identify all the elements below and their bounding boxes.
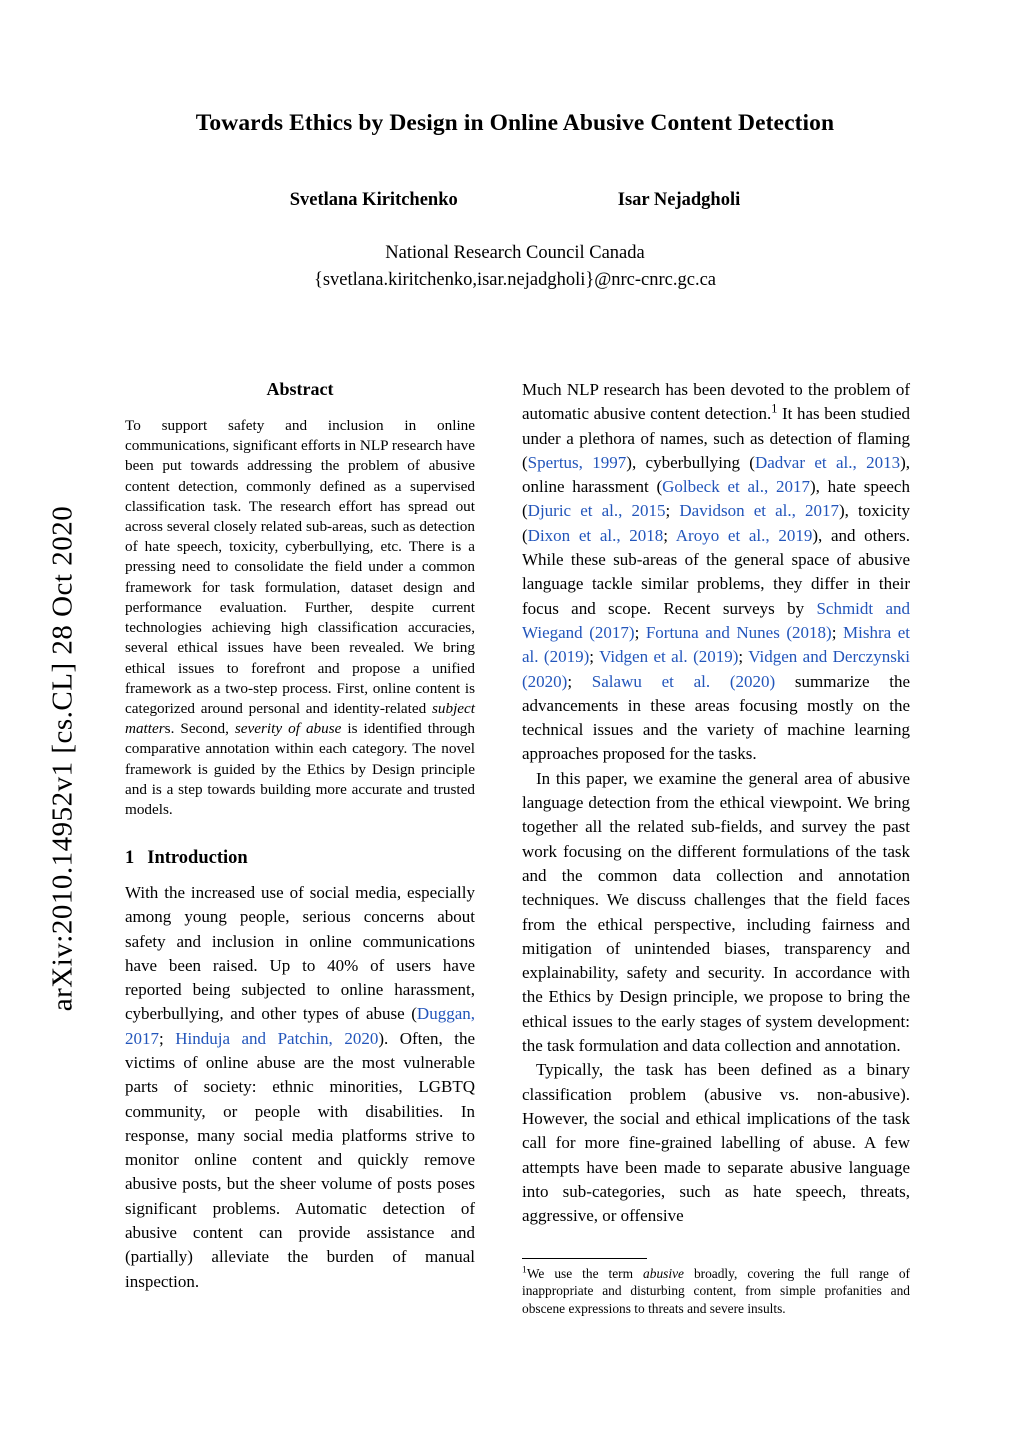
citation-mishra-2019[interactable]: Mishra et al. (2019) [522, 622, 910, 667]
intro-sep-1: ; [159, 1028, 176, 1048]
footnote-text [522, 1265, 910, 1317]
rc-part-g: ), toxicity ( [522, 501, 910, 545]
rc-part-d: ), online harassment ( [522, 452, 910, 497]
abstract-italic-2: severity of abuse [234, 720, 342, 738]
footnote-marker-1[interactable]: 1 [771, 401, 778, 416]
left-column [125, 378, 475, 1294]
citation-dadvar-2013[interactable]: Dadvar et al., 2013 [754, 452, 901, 472]
footnote-part-b: broadly, covering the full range of inappropriate and disturbing content, from simple profanities and obscene expressions to threats and severe insults. [522, 1266, 910, 1316]
rc-part-e: ), hate speech ( [522, 477, 910, 521]
citation-schmidt-wiegand-2017[interactable]: Schmidt and Wiegand (2017) [522, 598, 910, 642]
citation-djuric-2015[interactable]: Djuric et al., 2015 [527, 501, 666, 521]
rc-sep-4: ; [831, 622, 843, 642]
page-title: Towards Ethics by Design in Online Abusive Content Detection [195, 110, 835, 136]
arxiv-stamp: arXiv:2010.14952v1 [cs.CL] 28 Oct 2020 [46, 505, 79, 1012]
footnote-number: 1 [522, 1264, 527, 1276]
citation-davidson-2017[interactable]: Davidson et al., 2017 [679, 501, 840, 521]
abstract-italic-1: subject matter [125, 700, 475, 738]
rc-sep-6: ; [738, 647, 749, 667]
rc-part-i: ), and others. While these sub-areas of the general space of abusive language tackle similar problems, they differ in their focus and scope. Recent surveys by [522, 525, 910, 618]
rc-part-c: ), cyberbullying ( [626, 452, 755, 472]
citation-fortuna-nunes-2018[interactable]: Fortuna and Nunes (2018) [645, 622, 832, 642]
abstract-part-1: To support safety and inclusion in online communications, significant efforts in NLP research have been put towards addressing the problem of abusive content detection, commonly defined as a supervised classification task. The research effort has spread out across several closely related sub-areas, such as detection of hate speech, toxicity, cyberbullying, etc. There is a pressing need to consolidate the field under a common framework for task formulation, dataset design and performance evaluation. Further, despite current technologies achieving high classification accuracies, several ethical issues have been revealed. We bring ethical issues to forefront and propose a unified framework as a two-step process. First, online content is categorized around personal and identity-related [125, 416, 475, 717]
author-list [120, 190, 910, 211]
right-paragraph-3: Typically, the task has been defined as a binary classification problem (abusive vs. non-abusive). However, the social and ethical implications of the task call for more fine-grained labelling of abuse. A few attempts have been made to separate abusive language into sub-categories, such as hate speech, threats, aggressive, or offensive [522, 1060, 910, 1226]
affiliation-email: {svetlana.kiritchenko,isar.nejadgholi}@nrc-cnrc.gc.ca [313, 269, 717, 290]
citation-hinduja-patchin-2020[interactable]: Hinduja and Patchin, 2020 [175, 1028, 379, 1048]
introduction-paragraph-1 [125, 881, 475, 1294]
abstract-text [125, 416, 475, 820]
affiliation [120, 240, 910, 294]
right-column [522, 378, 910, 1228]
rc-part-b: It has been studied under a plethora of names, such as detection of flaming ( [522, 404, 910, 472]
rc-sep-5: ; [589, 647, 600, 667]
section-number: 1 [125, 848, 135, 869]
footnote-part-a: We use the term [526, 1266, 644, 1281]
rc-sep-2: ; [663, 525, 676, 545]
rc-sep-3: ; [634, 622, 646, 642]
citation-dixon-2018[interactable]: Dixon et al., 2018 [527, 525, 664, 545]
citation-salawu-2020[interactable]: Salawu et al. (2020) [591, 671, 776, 691]
citation-duggan-2017[interactable]: Duggan, 2017 [125, 1004, 475, 1048]
right-paragraph-2: In this paper, we examine the general area of abusive language detection from the ethical viewpoint. We bring together all the related sub-fields, and survey the past work focusing on the different formulations of the task and the common data collection and annotation techniques. We discuss challenges that the field faces from the ethical perspective, including fairness and mitigation of unintended biases, transparency and explainability, safety and security. In accordance with the Ethics by Design principle, we propose to bring the ethical issues to the early stages of system development: the task formulation and data collection and annotation. [522, 768, 910, 1056]
rc-sep-1: ; [665, 501, 680, 521]
section-title: Introduction [147, 848, 248, 869]
citation-vidgen-derczynski-2020[interactable]: Vidgen and Derczynski (2020) [522, 647, 911, 691]
author-2: Isar Nejadgholi [617, 190, 741, 210]
abstract-part-2: s. Second, [164, 720, 235, 738]
abstract-part-3: is identified through comparative annotation within each category. The novel framework is guided by the Ethics by Design principle and is a step towards building more accurate and trusted models. [125, 720, 475, 819]
rc-part-o: summarize the advancements in these areas focusing mostly on the technical issues and the variety of machine learning approaches proposed for the tasks. [522, 671, 910, 764]
right-paragraph-1 [522, 378, 910, 767]
citation-aroyo-2019[interactable]: Aroyo et al., 2019 [675, 525, 813, 545]
footnote-italic: abusive [643, 1266, 684, 1281]
section-heading-introduction [125, 846, 475, 871]
footnote-block [522, 1258, 910, 1317]
author-1: Svetlana Kiritchenko [289, 190, 458, 210]
affiliation-institution: National Research Council Canada [385, 243, 645, 263]
citation-golbeck-2017[interactable]: Golbeck et al., 2017 [662, 477, 810, 497]
rc-sep-7: ; [567, 671, 592, 691]
intro-part-a: With the increased use of social media, especially among young people, serious concerns about safety and inclusion in online communications have been raised. Up to 40% of users have reported being subjected to online harassment, cyberbullying, and other types of abuse ( [125, 882, 475, 1024]
citation-vidgen-2019[interactable]: Vidgen et al. (2019) [599, 647, 739, 667]
citation-spertus-1997[interactable]: Spertus, 1997 [527, 452, 627, 472]
intro-part-c: ). Often, the victims of online abuse are the most vulnerable parts of society: ethnic minorities, LGBTQ community, or people with disabilities. In response, many social media platforms strive to monitor online content and quickly remove abusive posts, but the sheer volume of posts poses significant problems. Automatic detection of abusive content can provide assistance and (partially) alleviate the burden of manual inspection. [125, 1028, 475, 1291]
abstract-heading: Abstract [266, 379, 334, 399]
footnote-rule [522, 1258, 647, 1259]
rc-part-a: Much NLP research has been devoted to the problem of automatic abusive content detection. [522, 380, 910, 424]
